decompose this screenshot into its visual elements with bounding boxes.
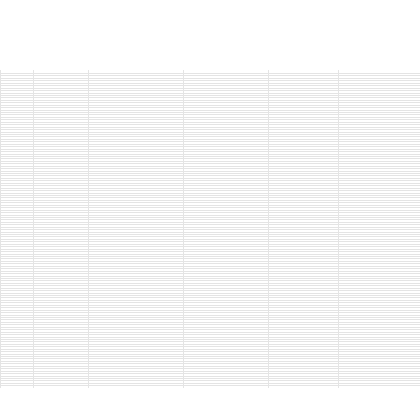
row-gridline (0, 217, 420, 218)
row-gridline (0, 317, 420, 318)
row-gridline (0, 180, 420, 181)
row-gridline (0, 361, 420, 362)
row-gridline (0, 305, 420, 306)
row-gridline (0, 337, 420, 338)
row-gridline (0, 373, 420, 374)
row-gridline (0, 368, 420, 369)
row-gridline (0, 146, 420, 147)
row-gridline (0, 168, 420, 169)
row-gridline (0, 83, 420, 84)
row-gridline (0, 234, 420, 235)
row-gridline (0, 307, 420, 308)
row-gridline (0, 293, 420, 294)
row-gridline (0, 295, 420, 296)
row-gridline (0, 229, 420, 230)
row-gridline (0, 334, 420, 335)
row-gridline (0, 329, 420, 330)
row-gridline (0, 166, 420, 167)
row-gridline (0, 175, 420, 176)
row-gridline (0, 158, 420, 159)
row-gridline (0, 124, 420, 125)
row-gridline (0, 383, 420, 384)
spreadsheet-grid[interactable] (0, 70, 420, 388)
row-gridline (0, 102, 420, 103)
row-gridline (0, 136, 420, 137)
row-gridline (0, 285, 420, 286)
row-gridline (0, 154, 420, 155)
row-gridline (0, 256, 420, 257)
row-gridline (0, 366, 420, 367)
row-gridline (0, 339, 420, 340)
row-gridline (0, 376, 420, 377)
row-gridline (0, 93, 420, 94)
row-gridline (0, 88, 420, 89)
row-gridline (0, 380, 420, 381)
row-gridline (0, 254, 420, 255)
row-gridline (0, 302, 420, 303)
row-gridline (0, 114, 420, 115)
row-gridline (0, 351, 420, 352)
row-gridline (0, 149, 420, 150)
row-gridline (0, 263, 420, 264)
row-gridline (0, 322, 420, 323)
row-gridline (0, 200, 420, 201)
row-gridline (0, 105, 420, 106)
row-gridline (0, 178, 420, 179)
row-gridline (0, 210, 420, 211)
row-gridline (0, 236, 420, 237)
row-gridline (0, 197, 420, 198)
row-gridline (0, 107, 420, 108)
row-gridline (0, 207, 420, 208)
row-gridline (0, 251, 420, 252)
row-gridline (0, 346, 420, 347)
row-gridline (0, 78, 420, 79)
row-gridline (0, 163, 420, 164)
row-gridline (0, 227, 420, 228)
row-gridline (0, 161, 420, 162)
row-gridline (0, 190, 420, 191)
row-gridline (0, 95, 420, 96)
row-gridline (0, 312, 420, 313)
row-gridline (0, 119, 420, 120)
row-gridline (0, 129, 420, 130)
row-gridline (0, 185, 420, 186)
row-gridline (0, 310, 420, 311)
row-gridline (0, 378, 420, 379)
row-gridline (0, 193, 420, 194)
row-gridline (0, 290, 420, 291)
row-gridline (0, 354, 420, 355)
row-gridline (0, 239, 420, 240)
row-gridline (0, 327, 420, 328)
row-gridline (0, 283, 420, 284)
row-gridline (0, 90, 420, 91)
row-gridline (0, 344, 420, 345)
row-gridline (0, 324, 420, 325)
row-gridline (0, 205, 420, 206)
row-gridline (0, 141, 420, 142)
row-gridline (0, 80, 420, 81)
row-gridline (0, 97, 420, 98)
row-gridline (0, 315, 420, 316)
row-gridline (0, 358, 420, 359)
row-gridline (0, 127, 420, 128)
row-gridline (0, 112, 420, 113)
row-gridline (0, 319, 420, 320)
row-gridline (0, 268, 420, 269)
row-gridline (0, 246, 420, 247)
row-gridline (0, 202, 420, 203)
row-gridline (0, 261, 420, 262)
row-gridline (0, 349, 420, 350)
row-gridline (0, 219, 420, 220)
row-gridline (0, 258, 420, 259)
row-gridline (0, 266, 420, 267)
row-gridline (0, 117, 420, 118)
row-gridline (0, 224, 420, 225)
row-gridline (0, 363, 420, 364)
row-gridline (0, 288, 420, 289)
row-gridline (0, 371, 420, 372)
row-gridline (0, 173, 420, 174)
row-gridline (0, 139, 420, 140)
row-gridline (0, 188, 420, 189)
row-gridline (0, 75, 420, 76)
row-gridline (0, 241, 420, 242)
row-gridline (0, 215, 420, 216)
row-gridline (0, 232, 420, 233)
row-gridline (0, 356, 420, 357)
row-gridline (0, 132, 420, 133)
row-gridline (0, 85, 420, 86)
row-gridline (0, 212, 420, 213)
row-gridline (0, 122, 420, 123)
row-gridline (0, 151, 420, 152)
row-gridline (0, 271, 420, 272)
row-gridline (0, 278, 420, 279)
row-gridline (0, 300, 420, 301)
row-gridline (0, 276, 420, 277)
row-gridline (0, 280, 420, 281)
row-gridline (0, 171, 420, 172)
row-gridline (0, 73, 420, 74)
row-gridline (0, 297, 420, 298)
row-gridline (0, 385, 420, 386)
row-gridline (0, 100, 420, 101)
row-gridline (0, 183, 420, 184)
row-gridline (0, 332, 420, 333)
row-gridline (0, 273, 420, 274)
row-gridline (0, 134, 420, 135)
row-gridline (0, 110, 420, 111)
row-gridline (0, 244, 420, 245)
row-gridline (0, 156, 420, 157)
row-gridline (0, 195, 420, 196)
row-gridline (0, 341, 420, 342)
row-gridline (0, 222, 420, 223)
row-gridline (0, 144, 420, 145)
row-gridline (0, 249, 420, 250)
